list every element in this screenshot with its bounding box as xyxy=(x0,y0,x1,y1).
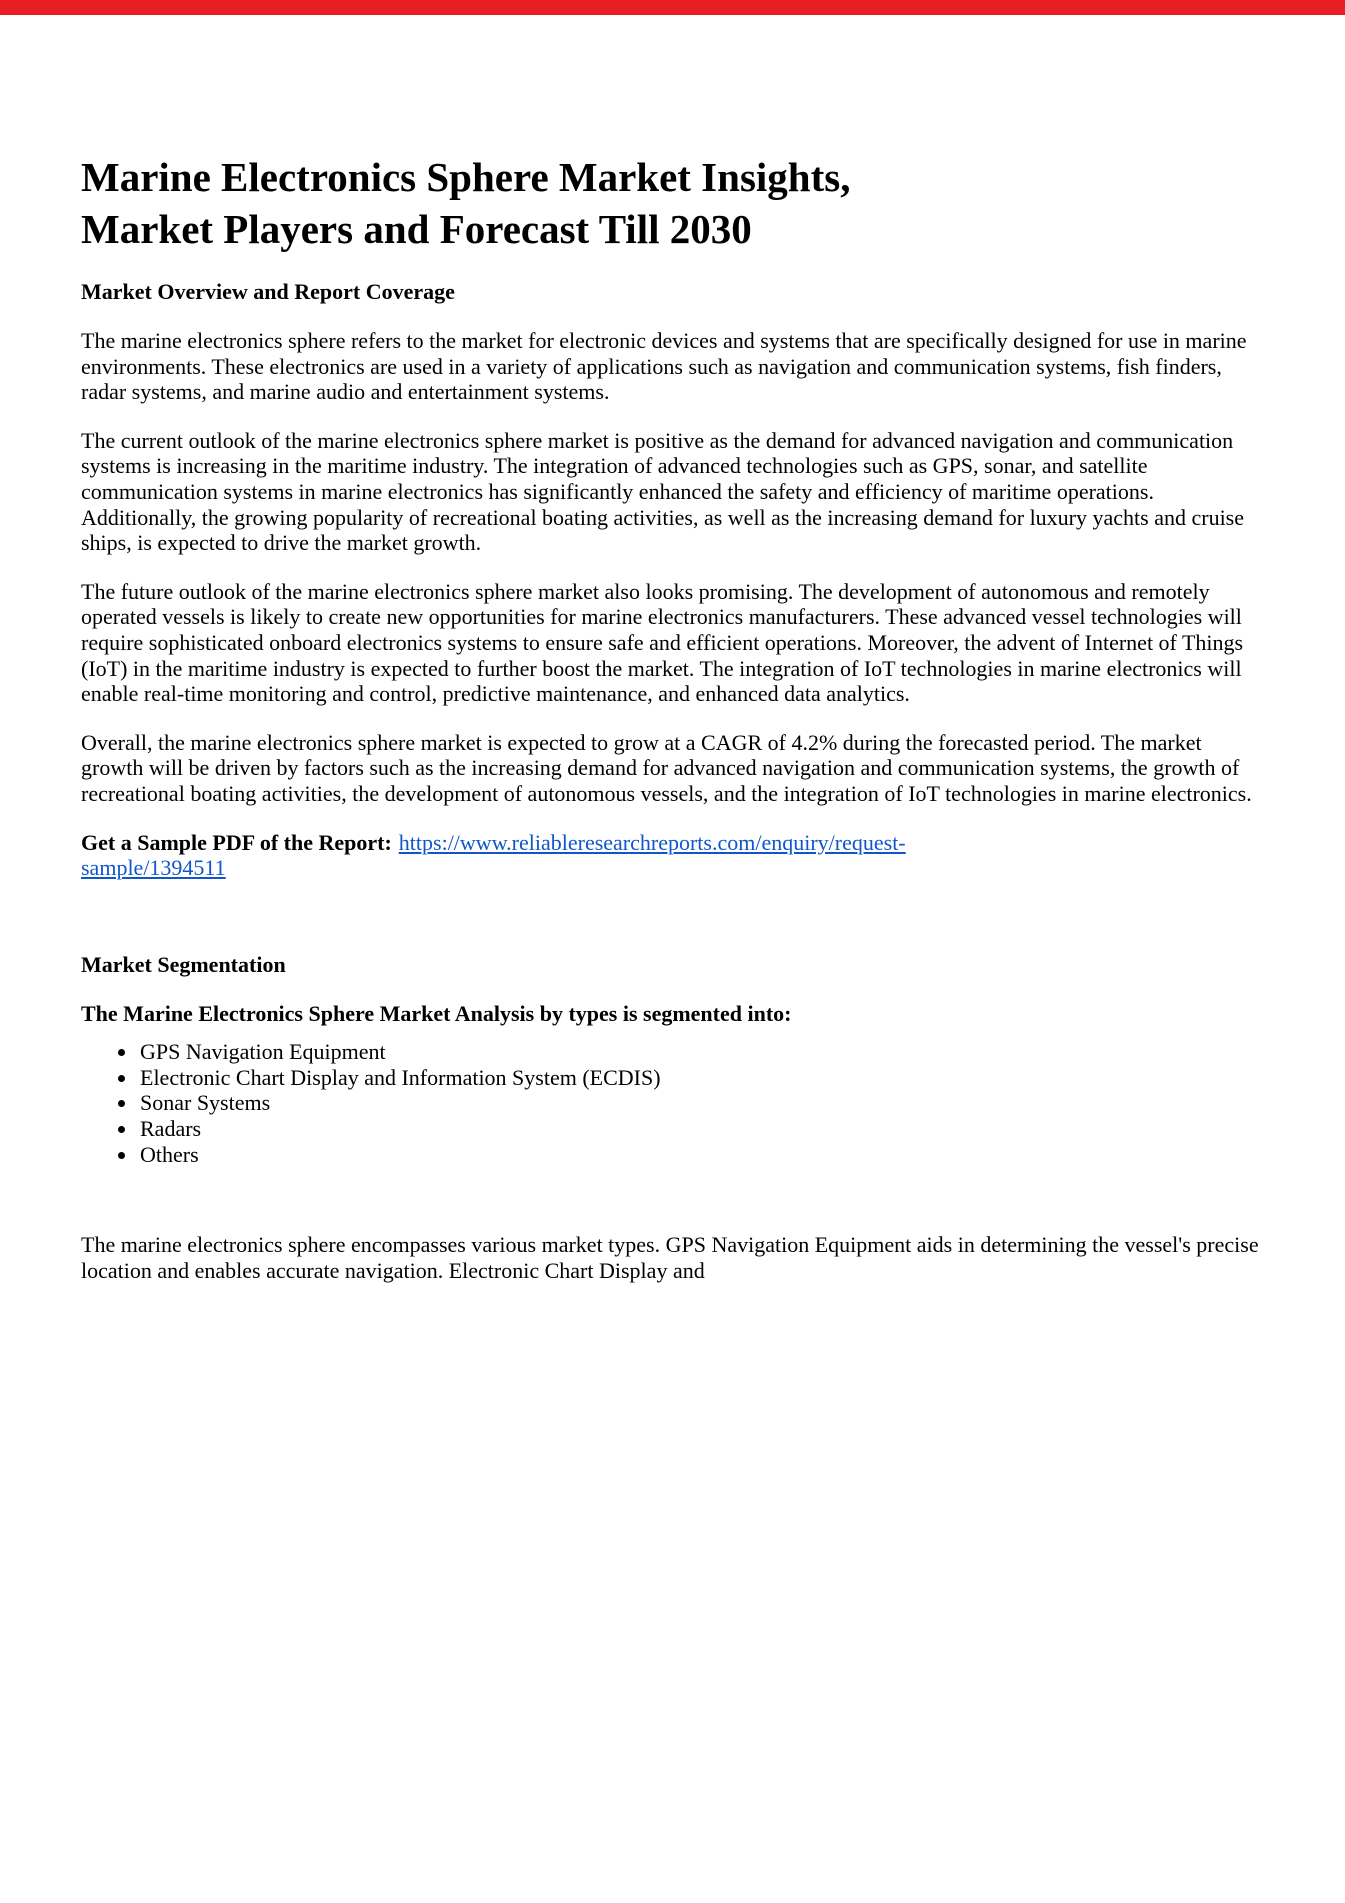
top-accent-bar xyxy=(0,0,1345,15)
sample-report-link-line-1[interactable]: https://www.reliableresearchreports.com/enquiry/request- xyxy=(398,829,906,855)
overview-paragraph-3: The future outlook of the marine electronics sphere market also looks promising. The development of autonomous and remotely operated vessels is likely to create new opportunities for marine electronics manufacturers. These advanced vessel technologies will require sophisticated onboard electronics systems to ensure safe and efficient operations. Moreover, the advent of Internet of Things (IoT) in the maritime industry is expected to further boost the market. The integration of IoT technologies in marine electronics will enable real-time monitoring and control, predictive maintenance, and enhanced data analytics. xyxy=(81,578,1244,707)
overview-paragraph-4: Overall, the marine electronics sphere market is expected to grow at a CAGR of 4.2% during the forecasted period. The market growth will be driven by factors such as the increasing demand for advanced navigation and communication systems, the growth of recreational boating activities, the development of autonomous vessels, and the integration of IoT technologies in marine electronics. xyxy=(81,729,1252,806)
market-types-list xyxy=(81,1039,1265,1167)
overview-paragraph-1: The marine electronics sphere refers to the market for electronic devices and systems that are specifically designed for use in marine environments. These electronics are used in a variety of applications such as navigation and communication systems, fish finders, radar systems, and marine audio and entertainment systems. xyxy=(81,328,1247,405)
article-content xyxy=(0,15,1345,1283)
page-title-line-2: Market Players and Forecast Till 2030 xyxy=(81,206,752,252)
list-item-sonar-systems: • Sonar Systems xyxy=(138,1090,1265,1116)
list-item-gps-navigation-equipment: • GPS Navigation Equipment xyxy=(138,1039,1265,1065)
closing-paragraph: The marine electronics sphere encompasses various market types. GPS Navigation Equipment aids in determining the vessel's precise location and enables accurate navigation. Electronic Chart Display and xyxy=(81,1232,1259,1283)
list-item-others: • Others xyxy=(138,1142,1265,1168)
types-segmentation-heading: The Marine Electronics Sphere Market Analysis by types is segmented into: xyxy=(81,1000,792,1026)
list-item-radars: • Radars xyxy=(138,1116,1265,1142)
sample-report-cta-label: Get a Sample PDF of the Report: xyxy=(81,829,392,855)
page-title-line-1: Marine Electronics Sphere Market Insights, xyxy=(81,154,851,200)
sample-report-cta xyxy=(81,830,1265,881)
list-item-ecdis: • Electronic Chart Display and Information System (ECDIS) xyxy=(138,1065,1265,1091)
section-heading-segmentation: Market Segmentation xyxy=(81,951,286,977)
sample-report-link-line-2[interactable]: sample/1394511 xyxy=(81,855,226,881)
section-heading-overview: Market Overview and Report Coverage xyxy=(81,279,455,304)
overview-paragraph-2: The current outlook of the marine electronics sphere market is positive as the demand for advanced navigation and communication systems is increasing in the maritime industry. The integration of advanced technologies such as GPS, sonar, and satellite communication systems in marine electronics has significantly enhanced the safety and efficiency of maritime operations. Additionally, the growing popularity of recreational boating activities, as well as the increasing demand for luxury yachts and cruise ships, is expected to drive the market growth. xyxy=(81,427,1245,556)
page-title xyxy=(81,151,1265,255)
